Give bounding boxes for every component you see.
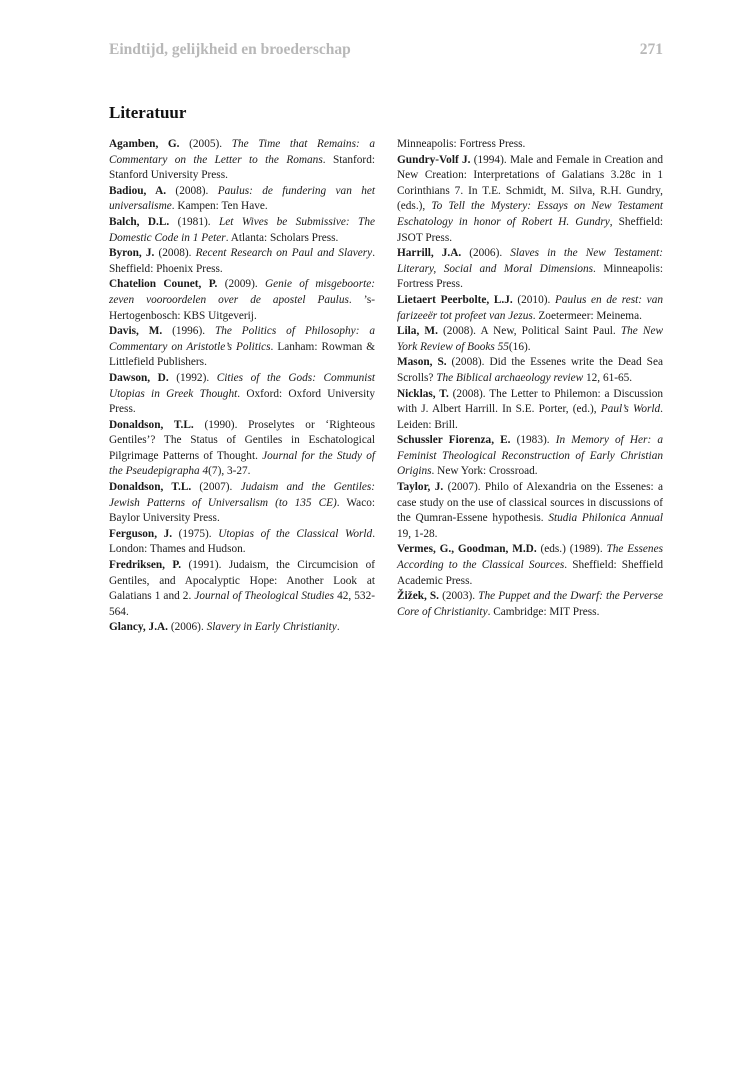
reference-text: A New, Political Saint Paul.	[480, 325, 621, 338]
reference-publisher: . Oxford: Oxford University Press.	[109, 387, 375, 416]
reference-text: Philo of Alexandria on the Essenes: a case study on the use of classical sources in discussions of the Qumran-Essene hypothesis.	[397, 481, 663, 525]
reference-publisher: Minneapolis: Fortress Press.	[397, 138, 526, 150]
reference-publisher: . Cambridge: MIT Press.	[487, 605, 600, 618]
reference-title: Judaism and the Gentiles: Jewish Patterns of Universalism (to 135 CE)	[109, 481, 376, 509]
reference-publisher: . Minneapolis: Fortress Press.	[397, 262, 663, 291]
reference-entry	[397, 542, 663, 589]
reference-publisher: . ’s-Hertogenbosch: KBS Uitgeverij.	[109, 293, 375, 322]
reference-year: (2009).	[217, 278, 265, 291]
reference-entry	[109, 215, 375, 246]
reference-year: (2003).	[439, 590, 479, 603]
reference-year: (2006).	[461, 247, 511, 260]
reference-year: (1983).	[510, 434, 556, 447]
reference-title: Paulus: de fundering van het universalisme	[109, 184, 375, 213]
reference-publisher: 12, 61-65.	[583, 371, 633, 384]
reference-title: Journal of Theological Studies	[194, 590, 335, 603]
reference-publisher: 19, 1-28.	[397, 527, 438, 540]
reference-publisher: . Waco: Baylor University Press.	[109, 496, 375, 525]
reference-year: (1975).	[172, 527, 219, 540]
reference-author: Harrill, J.A.	[397, 247, 462, 260]
reference-author: Schussler Fiorenza, E.	[397, 434, 511, 447]
reference-author: Gundry-Volf J.	[397, 153, 471, 166]
section-title: Literatuur	[109, 103, 187, 122]
reference-entry	[397, 433, 663, 480]
reference-publisher: (16).	[508, 340, 531, 353]
reference-publisher: . New York: Crossroad.	[431, 465, 538, 478]
reference-publisher: . Leiden: Brill.	[397, 403, 663, 431]
reference-year: (1990).	[193, 418, 249, 431]
reference-title: Journal for the Study of the Pseudepigrapha 4	[109, 449, 376, 478]
running-title: Eindtijd, gelijkheid en broederschap	[109, 41, 351, 58]
reference-title: Genie of misgeboorte: zeven vooroordelen over de apostel Paulus	[109, 278, 376, 306]
reference-year: (2007).	[191, 481, 241, 494]
reference-year: (1992).	[168, 371, 217, 384]
reference-title: The Politics of Philosophy: a Commentary on Aristotle’s Politics	[109, 325, 375, 353]
reference-author: Taylor, J.	[397, 481, 444, 494]
reference-publisher: . Sheffield: Phoenix Press.	[109, 247, 376, 275]
page-number: 271	[639, 41, 663, 58]
reference-text: Male and Female in Creation and New Creation: Interpretations of Galatians 3.28c in 1 Corinthians 7. In T.E. Schmidt, M. Silva, R.H. Gundry, (eds.),	[397, 153, 663, 213]
reference-title: Utopias of the Classical World	[218, 527, 373, 540]
reference-title: Recent Research on Paul and Slavery	[195, 247, 373, 260]
reference-text: Proselytes or ‘Righteous Gentiles’? The Status of Gentiles in Eschatological Pilgrimage Patterns of Thought.	[109, 418, 376, 462]
reference-author: Žižek, S.	[397, 590, 440, 603]
reference-author: Badiou, A.	[109, 184, 167, 197]
reference-entry	[109, 558, 375, 620]
reference-entry	[397, 387, 663, 434]
reference-title: The Essenes According to the Classical Sources	[397, 543, 663, 572]
reference-publisher: (7), 3-27.	[208, 465, 251, 478]
reference-entry	[109, 527, 375, 558]
reference-publisher: . Kampen: Ten Have.	[171, 200, 268, 213]
reference-year: (2006).	[168, 621, 207, 634]
reference-entry	[109, 418, 375, 480]
bibliography-column-left	[109, 137, 375, 636]
reference-entry	[109, 371, 375, 418]
reference-year: (2005).	[179, 138, 232, 150]
reference-author: Dawson, D.	[109, 371, 169, 384]
reference-title: The Puppet and the Dwarf: the Perverse Core of Christianity	[397, 590, 663, 618]
reference-title: Slaves in the New Testament: Literary, Social and Moral Dimensions	[397, 247, 663, 275]
reference-entry	[397, 324, 663, 355]
reference-title: The New York Review of Books 55	[397, 325, 663, 353]
reference-author: Nicklas, T.	[397, 387, 449, 400]
reference-entry	[397, 293, 663, 324]
reference-year: (2008).	[437, 325, 481, 338]
reference-title: Let Wives be Submissive: The Domestic Code in 1 Peter	[109, 215, 376, 244]
reference-title: In Memory of Her: a Feminist Theological Reconstruction of Early Christian Origins	[397, 434, 663, 478]
reference-author: Vermes, G., Goodman, M.D.	[397, 543, 537, 556]
reference-title: The Time that Remains: a Commentary on the Letter to the Romans	[109, 138, 375, 166]
reference-entry	[109, 620, 375, 636]
reference-publisher: . Stanford: Stanford University Press.	[109, 153, 375, 182]
reference-author: Lietaert Peerbolte, L.J.	[397, 293, 513, 306]
reference-author: Agamben, G.	[109, 138, 180, 150]
reference-author: Ferguson, J.	[109, 527, 173, 540]
reference-title: Slavery in Early Christianity	[206, 621, 337, 634]
reference-year: (2008).	[154, 247, 196, 260]
reference-text: Did the Essenes write the Dead Sea Scrolls?	[397, 356, 663, 384]
running-head	[109, 41, 663, 59]
reference-entry	[109, 277, 375, 324]
reference-author: Mason, S.	[397, 356, 447, 369]
reference-publisher: . Sheffield: Sheffield Academic Press.	[397, 559, 663, 587]
reference-year: (1991).	[181, 559, 229, 572]
reference-publisher: . Atlanta: Scholars Press.	[225, 231, 339, 244]
reference-author: Chatelion Counet, P.	[109, 278, 218, 291]
reference-text: Judaism, the Circumcision of Gentiles, and Apocalyptic Hope: Another Look at Galatians 1 and 2.	[109, 559, 375, 603]
reference-year: (2007).	[443, 481, 485, 494]
reference-year: (1981).	[169, 215, 219, 228]
reference-year: (1996).	[162, 325, 215, 338]
reference-title: Paul’s World	[600, 403, 661, 416]
reference-entry	[109, 246, 375, 277]
reference-year: (2010).	[512, 293, 555, 306]
reference-publisher: . Lanham: Rowman & Littlefield Publishers.	[109, 340, 375, 369]
reference-author: Byron, J.	[109, 247, 155, 260]
reference-title: To Tell the Mystery: Essays on New Testament Eschatology in honor of Robert H. Gundry	[397, 200, 663, 228]
reference-author: Glancy, J.A.	[109, 621, 168, 634]
reference-title: Studia Philonica Annual	[548, 512, 664, 525]
reference-year: (2008).	[166, 184, 218, 197]
reference-entry	[109, 480, 375, 527]
reference-title: Cities of the Gods: Communist Utopias in Greek Thought	[109, 371, 375, 400]
reference-author: Lila, M.	[397, 325, 438, 338]
reference-title: The Biblical archaeology review	[436, 371, 584, 384]
reference-author: Donaldson, T.L.	[109, 418, 194, 431]
reference-publisher: 42, 532-564.	[109, 590, 375, 618]
reference-year: (eds.) (1989).	[536, 543, 607, 556]
reference-entry	[397, 153, 663, 247]
bibliography-column-right	[397, 137, 663, 620]
reference-publisher: . Zoetermeer: Meinema.	[532, 309, 642, 322]
reference-publisher: . London: Thames and Hudson.	[109, 527, 376, 556]
reference-text: The Letter to Philemon: a Discussion with J. Albert Harrill. In S.E. Porter, (ed.),	[397, 387, 663, 416]
reference-entry	[109, 137, 375, 184]
reference-entry	[397, 355, 663, 386]
reference-entry	[397, 589, 663, 620]
reference-publisher: , Sheffield: JSOT Press.	[397, 215, 663, 244]
reference-entry	[109, 184, 375, 215]
reference-author: Balch, D.L.	[109, 215, 170, 228]
reference-title: Paulus en de rest: van farizeeër tot profeet van Jezus	[397, 293, 663, 322]
reference-entry	[397, 246, 663, 293]
reference-author: Fredriksen, P.	[109, 559, 182, 572]
reference-year: (2008).	[448, 387, 490, 400]
reference-author: Donaldson, T.L.	[109, 481, 192, 494]
reference-author: Davis, M.	[109, 325, 163, 338]
reference-entry	[397, 480, 663, 542]
reference-year: (1994).	[470, 153, 510, 166]
reference-entry	[109, 324, 375, 371]
reference-publisher: .	[336, 621, 340, 634]
reference-entry	[397, 137, 663, 153]
reference-year: (2008).	[446, 356, 490, 369]
